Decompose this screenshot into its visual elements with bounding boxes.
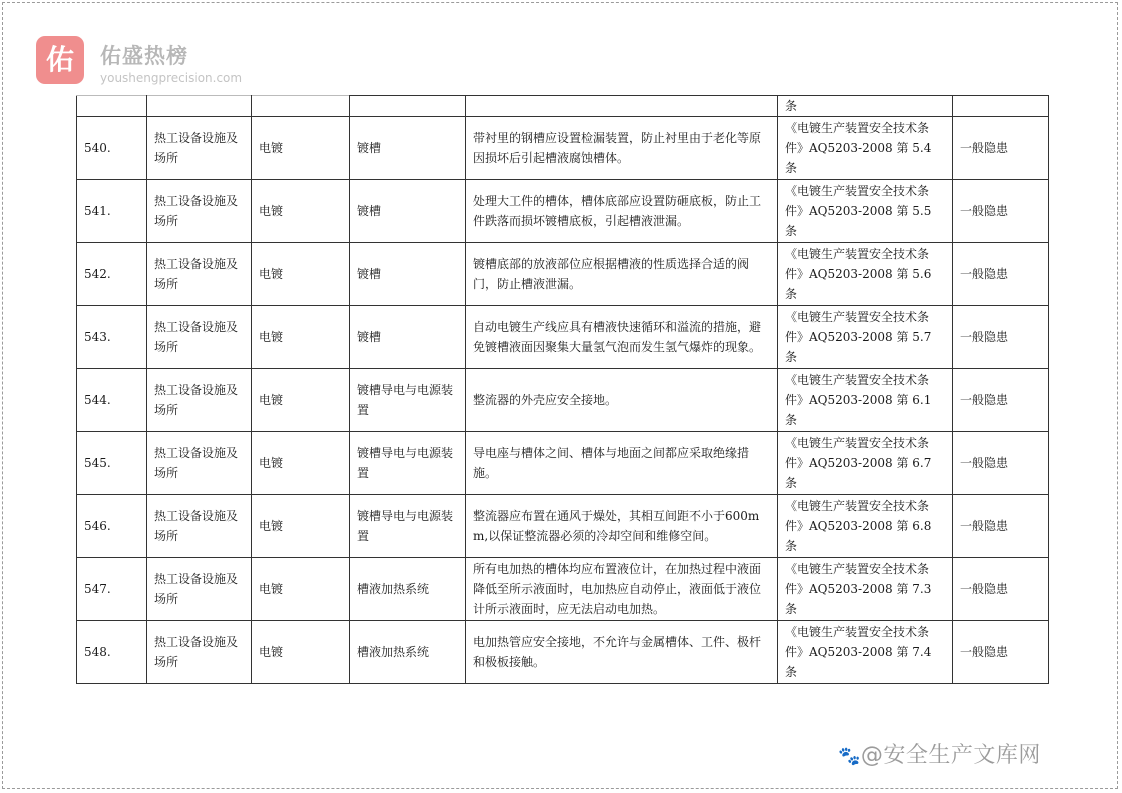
- cell-level: 一般隐患: [953, 243, 1049, 306]
- cell-item: 镀槽: [350, 117, 466, 180]
- cell-reference: 《电镀生产装置安全技术条件》AQ5203-2008 第 5.4 条: [778, 117, 953, 180]
- cell-type: 电镀: [252, 432, 350, 495]
- cell-type: 电镀: [252, 495, 350, 558]
- cell-item: 镀槽导电与电源装置: [350, 495, 466, 558]
- table-row: [77, 495, 1049, 558]
- cell-blank: [147, 96, 252, 117]
- paw-icon: 🐾: [838, 746, 861, 767]
- cell-item: 镀槽导电与电源装置: [350, 369, 466, 432]
- cell-item: 镀槽: [350, 243, 466, 306]
- table-row: [77, 117, 1049, 180]
- cell-level: 一般隐患: [953, 306, 1049, 369]
- table-row: [77, 306, 1049, 369]
- cell-content: 处理大工件的槽体，槽体底部应设置防砸底板，防止工件跌落而损坏镀槽底板，引起槽液泄漏。: [466, 180, 778, 243]
- cell-level: 一般隐患: [953, 432, 1049, 495]
- cell-content: 镀槽底部的放液部位应根据槽液的性质选择合适的阀门，防止槽液泄漏。: [466, 243, 778, 306]
- cell-blank: [953, 96, 1049, 117]
- brand-name: 佑盛热榜: [100, 44, 188, 68]
- cell-item: 镀槽: [350, 180, 466, 243]
- cell-number: 547.: [77, 558, 147, 621]
- cell-type: 电镀: [252, 558, 350, 621]
- cell-number: 541.: [77, 180, 147, 243]
- cell-category: 热工设备设施及场所: [147, 306, 252, 369]
- cell-category: 热工设备设施及场所: [147, 432, 252, 495]
- cell-number: 548.: [77, 621, 147, 684]
- cell-type: 电镀: [252, 306, 350, 369]
- cell-type: 电镀: [252, 117, 350, 180]
- cell-item: 镀槽导电与电源装置: [350, 432, 466, 495]
- cell-number: 542.: [77, 243, 147, 306]
- cell-level: 一般隐患: [953, 369, 1049, 432]
- cell-content: 自动电镀生产线应具有槽液快速循环和溢流的措施，避免镀槽液面因聚集大量氢气泡而发生氢气爆炸的现象。: [466, 306, 778, 369]
- table-row: [77, 621, 1049, 684]
- cell-item: 镀槽: [350, 306, 466, 369]
- cell-content: 整流器的外壳应安全接地。: [466, 369, 778, 432]
- cell-level: 一般隐患: [953, 558, 1049, 621]
- cell-blank: [77, 96, 147, 117]
- watermark-text: @安全生产文库网: [860, 743, 1041, 768]
- hazard-table: [76, 95, 1049, 684]
- cell-reference: 《电镀生产装置安全技术条件》AQ5203-2008 第 6.1 条: [778, 369, 953, 432]
- table-row: [77, 432, 1049, 495]
- table-row: [77, 180, 1049, 243]
- cell-level: 一般隐患: [953, 117, 1049, 180]
- cell-level: 一般隐患: [953, 621, 1049, 684]
- cell-category: 热工设备设施及场所: [147, 243, 252, 306]
- cell-content: 带衬里的钢槽应设置检漏装置，防止衬里由于老化等原因损坏后引起槽液腐蚀槽体。: [466, 117, 778, 180]
- cell-reference: 《电镀生产装置安全技术条件》AQ5203-2008 第 6.7 条: [778, 432, 953, 495]
- cell-item: 槽液加热系统: [350, 621, 466, 684]
- cell-number: 543.: [77, 306, 147, 369]
- cell-reference: 《电镀生产装置安全技术条件》AQ5203-2008 第 5.6 条: [778, 243, 953, 306]
- cell-category: 热工设备设施及场所: [147, 180, 252, 243]
- watermark: [838, 738, 1041, 769]
- cell-content: 整流器应布置在通风于燥处，其相互间距不小于600mm,以保证整流器必须的冷却空间和维修空间。: [466, 495, 778, 558]
- table-row: [77, 558, 1049, 621]
- cell-blank: [252, 96, 350, 117]
- cell-type: 电镀: [252, 180, 350, 243]
- cell-reference-tail: 条: [778, 96, 953, 117]
- cell-category: 热工设备设施及场所: [147, 558, 252, 621]
- cell-category: 热工设备设施及场所: [147, 369, 252, 432]
- cell-number: 544.: [77, 369, 147, 432]
- cell-reference: 《电镀生产装置安全技术条件》AQ5203-2008 第 5.5 条: [778, 180, 953, 243]
- cell-number: 540.: [77, 117, 147, 180]
- table-row-partial: [77, 96, 1049, 117]
- cell-type: 电镀: [252, 243, 350, 306]
- cell-type: 电镀: [252, 369, 350, 432]
- cell-level: 一般隐患: [953, 180, 1049, 243]
- cell-category: 热工设备设施及场所: [147, 117, 252, 180]
- table-row: [77, 369, 1049, 432]
- cell-level: 一般隐患: [953, 495, 1049, 558]
- cell-item: 槽液加热系统: [350, 558, 466, 621]
- cell-blank: [350, 96, 466, 117]
- brand-logo-icon: 佑: [36, 36, 84, 84]
- cell-content: 电加热管应安全接地，不允许与金属槽体、工件、极杆和极板接触。: [466, 621, 778, 684]
- cell-content: 所有电加热的槽体均应布置液位计，在加热过程中液面降低至所示液面时，电加热应自动停止，液面低于液位计所示液面时，应无法启动电加热。: [466, 558, 778, 621]
- cell-reference: 《电镀生产装置安全技术条件》AQ5203-2008 第 7.3 条: [778, 558, 953, 621]
- cell-reference: 《电镀生产装置安全技术条件》AQ5203-2008 第 6.8 条: [778, 495, 953, 558]
- cell-content: 导电座与槽体之间、槽体与地面之间都应采取绝缘措施。: [466, 432, 778, 495]
- cell-reference: 《电镀生产装置安全技术条件》AQ5203-2008 第 5.7 条: [778, 306, 953, 369]
- brand-url: youshengprecision.com: [100, 71, 243, 85]
- table-row: [77, 243, 1049, 306]
- cell-number: 545.: [77, 432, 147, 495]
- cell-category: 热工设备设施及场所: [147, 621, 252, 684]
- cell-category: 热工设备设施及场所: [147, 495, 252, 558]
- cell-reference: 《电镀生产装置安全技术条件》AQ5203-2008 第 7.4 条: [778, 621, 953, 684]
- cell-number: 546.: [77, 495, 147, 558]
- cell-type: 电镀: [252, 621, 350, 684]
- cell-blank: [466, 96, 778, 117]
